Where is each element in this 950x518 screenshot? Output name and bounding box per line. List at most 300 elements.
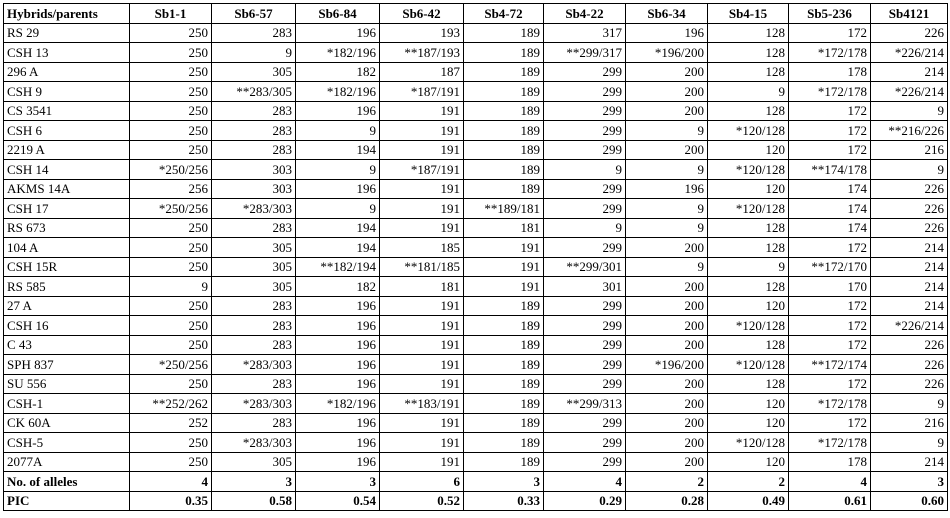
header-marker: Sb4-15: [708, 4, 789, 24]
table-cell: 283: [212, 296, 296, 316]
table-cell: **299/317: [544, 43, 626, 63]
table-cell: 120: [708, 452, 789, 472]
table-row: [4, 140, 948, 160]
table-row: [4, 62, 948, 82]
row-label: 2077A: [4, 452, 130, 472]
table-cell: 196: [296, 433, 380, 453]
table-cell: 2: [626, 472, 708, 492]
table-cell: 191: [464, 277, 544, 297]
summary-row: [4, 472, 948, 492]
header-marker: Sb4-72: [464, 4, 544, 24]
table-cell: 9: [212, 43, 296, 63]
row-label: CSH 13: [4, 43, 130, 63]
table-cell: 128: [708, 101, 789, 121]
row-label: 27 A: [4, 296, 130, 316]
table-cell: 226: [871, 218, 948, 238]
summary-row: [4, 491, 948, 511]
table-cell: 303: [212, 179, 296, 199]
table-cell: 250: [130, 121, 212, 141]
table-cell: 189: [464, 452, 544, 472]
table-row: [4, 335, 948, 355]
table-cell: *226/214: [871, 43, 948, 63]
table-cell: 182: [296, 277, 380, 297]
table-cell: 191: [380, 316, 464, 336]
table-cell: 299: [544, 121, 626, 141]
table-cell: 174: [789, 218, 871, 238]
row-label: PIC: [4, 491, 130, 511]
table-cell: 4: [130, 472, 212, 492]
table-cell: 172: [789, 316, 871, 336]
table-cell: 196: [296, 179, 380, 199]
table-cell: 194: [296, 140, 380, 160]
table-cell: 200: [626, 433, 708, 453]
table-cell: 0.49: [708, 491, 789, 511]
table-cell: *283/303: [212, 433, 296, 453]
table-row: [4, 257, 948, 277]
table-cell: 250: [130, 62, 212, 82]
table-cell: 120: [708, 413, 789, 433]
table-cell: 226: [871, 23, 948, 43]
table-cell: *250/256: [130, 355, 212, 375]
table-cell: 299: [544, 355, 626, 375]
table-cell: 200: [626, 238, 708, 258]
table-cell: 3: [296, 472, 380, 492]
table-cell: 299: [544, 101, 626, 121]
table-cell: *172/178: [789, 394, 871, 414]
table-cell: 250: [130, 335, 212, 355]
row-label: C 43: [4, 335, 130, 355]
table-cell: *120/128: [708, 355, 789, 375]
table-cell: 200: [626, 316, 708, 336]
table-cell: 9: [871, 433, 948, 453]
table-cell: 189: [464, 433, 544, 453]
table-cell: 301: [544, 277, 626, 297]
table-cell: 299: [544, 199, 626, 219]
table-cell: 9: [296, 121, 380, 141]
header-row: [4, 4, 948, 24]
table-row: [4, 121, 948, 141]
table-cell: *172/178: [789, 43, 871, 63]
table-row: [4, 23, 948, 43]
table-cell: 4: [789, 472, 871, 492]
table-cell: 299: [544, 374, 626, 394]
table-cell: 214: [871, 62, 948, 82]
table-cell: 196: [296, 374, 380, 394]
table-cell: 172: [789, 238, 871, 258]
table-cell: 189: [464, 101, 544, 121]
table-row: [4, 160, 948, 180]
table-row: [4, 277, 948, 297]
table-cell: 128: [708, 62, 789, 82]
table-cell: 4: [544, 472, 626, 492]
table-cell: 283: [212, 101, 296, 121]
table-cell: 196: [296, 296, 380, 316]
table-row: [4, 433, 948, 453]
table-cell: 283: [212, 23, 296, 43]
table-cell: 196: [296, 23, 380, 43]
table-cell: 120: [708, 296, 789, 316]
table-cell: 305: [212, 452, 296, 472]
table-cell: 191: [380, 374, 464, 394]
table-cell: 214: [871, 277, 948, 297]
table-cell: 9: [626, 218, 708, 238]
table-cell: 283: [212, 121, 296, 141]
table-cell: 191: [380, 413, 464, 433]
table-cell: 189: [464, 179, 544, 199]
table-cell: *120/128: [708, 160, 789, 180]
table-cell: *283/303: [212, 199, 296, 219]
table-cell: 9: [708, 82, 789, 102]
table-cell: 189: [464, 82, 544, 102]
allele-table: [3, 3, 948, 511]
table-cell: 214: [871, 238, 948, 258]
table-cell: *172/178: [789, 433, 871, 453]
table-cell: 226: [871, 355, 948, 375]
table-cell: 191: [380, 452, 464, 472]
table-cell: 9: [544, 218, 626, 238]
table-cell: 214: [871, 296, 948, 316]
table-cell: **172/174: [789, 355, 871, 375]
table-cell: 200: [626, 394, 708, 414]
table-row: [4, 238, 948, 258]
table-cell: 9: [626, 257, 708, 277]
table-cell: 172: [789, 335, 871, 355]
table-cell: 172: [789, 296, 871, 316]
table-cell: 9: [708, 257, 789, 277]
table-cell: *182/196: [296, 82, 380, 102]
table-cell: 128: [708, 335, 789, 355]
table-cell: 3: [871, 472, 948, 492]
table-cell: 196: [296, 316, 380, 336]
table-cell: *182/196: [296, 394, 380, 414]
table-cell: 214: [871, 452, 948, 472]
table-cell: 299: [544, 296, 626, 316]
table-cell: 250: [130, 433, 212, 453]
table-row: [4, 82, 948, 102]
table-cell: 0.61: [789, 491, 871, 511]
table-cell: 191: [380, 355, 464, 375]
table-cell: 170: [789, 277, 871, 297]
table-cell: *250/256: [130, 160, 212, 180]
row-label: RS 673: [4, 218, 130, 238]
table-cell: 189: [464, 23, 544, 43]
table-cell: 189: [464, 62, 544, 82]
table-cell: 0.33: [464, 491, 544, 511]
table-cell: 2: [708, 472, 789, 492]
row-label: 104 A: [4, 238, 130, 258]
table-cell: *283/303: [212, 394, 296, 414]
table-cell: 226: [871, 199, 948, 219]
table-cell: *120/128: [708, 121, 789, 141]
table-cell: 189: [464, 374, 544, 394]
table-cell: *250/256: [130, 199, 212, 219]
table-cell: **283/305: [212, 82, 296, 102]
table-cell: 200: [626, 82, 708, 102]
table-cell: 196: [626, 23, 708, 43]
table-cell: 196: [296, 101, 380, 121]
row-label: AKMS 14A: [4, 179, 130, 199]
table-cell: *120/128: [708, 316, 789, 336]
table-cell: 299: [544, 316, 626, 336]
table-row: [4, 452, 948, 472]
table-cell: 191: [380, 101, 464, 121]
table-row: [4, 394, 948, 414]
row-label: CSH 16: [4, 316, 130, 336]
row-label: CSH 15R: [4, 257, 130, 277]
table-cell: 0.35: [130, 491, 212, 511]
table-cell: 196: [296, 355, 380, 375]
table-cell: 216: [871, 413, 948, 433]
table-cell: 0.28: [626, 491, 708, 511]
table-cell: 250: [130, 43, 212, 63]
table-cell: 256: [130, 179, 212, 199]
table-cell: 191: [380, 179, 464, 199]
table-cell: *120/128: [708, 433, 789, 453]
row-label: CS 3541: [4, 101, 130, 121]
table-cell: *196/200: [626, 43, 708, 63]
table-cell: 120: [708, 394, 789, 414]
table-cell: 196: [296, 335, 380, 355]
table-cell: 172: [789, 121, 871, 141]
table-row: [4, 374, 948, 394]
table-cell: 128: [708, 218, 789, 238]
table-cell: 200: [626, 296, 708, 316]
row-label: 2219 A: [4, 140, 130, 160]
table-cell: 189: [464, 140, 544, 160]
table-cell: *226/214: [871, 316, 948, 336]
table-cell: 128: [708, 23, 789, 43]
table-row: [4, 199, 948, 219]
table-cell: 283: [212, 335, 296, 355]
header-marker: Sb1-1: [130, 4, 212, 24]
table-row: [4, 179, 948, 199]
table-cell: 250: [130, 238, 212, 258]
table-cell: 9: [626, 121, 708, 141]
table-row: [4, 218, 948, 238]
row-label: No. of alleles: [4, 472, 130, 492]
table-cell: 191: [380, 335, 464, 355]
header-marker: Sb6-57: [212, 4, 296, 24]
table-cell: 250: [130, 374, 212, 394]
table-cell: 200: [626, 374, 708, 394]
table-cell: 120: [708, 140, 789, 160]
table-cell: **187/193: [380, 43, 464, 63]
table-cell: 191: [464, 238, 544, 258]
header-marker: Sb4121: [871, 4, 948, 24]
table-cell: 226: [871, 179, 948, 199]
table-cell: 299: [544, 413, 626, 433]
table-cell: *187/191: [380, 82, 464, 102]
table-cell: 200: [626, 140, 708, 160]
table-cell: 189: [464, 296, 544, 316]
table-cell: 0.52: [380, 491, 464, 511]
table-cell: 214: [871, 257, 948, 277]
table-cell: **181/185: [380, 257, 464, 277]
row-label: CSH 6: [4, 121, 130, 141]
table-cell: 191: [464, 257, 544, 277]
table-cell: *172/178: [789, 82, 871, 102]
row-label: RS 29: [4, 23, 130, 43]
table-cell: *120/128: [708, 199, 789, 219]
table-cell: 189: [464, 160, 544, 180]
table-cell: 299: [544, 62, 626, 82]
table-cell: 283: [212, 218, 296, 238]
header-marker: Sb4-22: [544, 4, 626, 24]
table-cell: 196: [296, 413, 380, 433]
table-cell: 189: [464, 335, 544, 355]
table-cell: 9: [130, 277, 212, 297]
table-cell: 9: [626, 160, 708, 180]
table-cell: 0.54: [296, 491, 380, 511]
table-cell: 181: [464, 218, 544, 238]
table-cell: 299: [544, 452, 626, 472]
row-label: CSH 9: [4, 82, 130, 102]
row-label: 296 A: [4, 62, 130, 82]
table-cell: 226: [871, 374, 948, 394]
table-cell: 191: [380, 296, 464, 316]
table-cell: *187/191: [380, 160, 464, 180]
table-cell: 189: [464, 394, 544, 414]
table-cell: 128: [708, 43, 789, 63]
table-cell: 200: [626, 277, 708, 297]
header-marker: Sb6-84: [296, 4, 380, 24]
table-cell: **183/191: [380, 394, 464, 414]
table-cell: 187: [380, 62, 464, 82]
table-cell: 200: [626, 413, 708, 433]
table-cell: 0.60: [871, 491, 948, 511]
table-cell: 3: [212, 472, 296, 492]
table-cell: 250: [130, 140, 212, 160]
table-row: [4, 355, 948, 375]
table-cell: 200: [626, 101, 708, 121]
table-cell: 250: [130, 101, 212, 121]
table-cell: 172: [789, 101, 871, 121]
row-label: RS 585: [4, 277, 130, 297]
table-cell: 172: [789, 140, 871, 160]
table-cell: 9: [871, 160, 948, 180]
row-label: CSH 14: [4, 160, 130, 180]
table-cell: 317: [544, 23, 626, 43]
table-cell: 250: [130, 257, 212, 277]
table-cell: 3: [464, 472, 544, 492]
table-cell: *182/196: [296, 43, 380, 63]
header-hybrids-parents: Hybrids/parents: [4, 4, 130, 24]
row-label: SPH 837: [4, 355, 130, 375]
table-row: [4, 413, 948, 433]
table-cell: 250: [130, 316, 212, 336]
table-cell: 172: [789, 374, 871, 394]
table-cell: 128: [708, 374, 789, 394]
table-cell: **189/181: [464, 199, 544, 219]
table-cell: 196: [626, 179, 708, 199]
table-cell: 172: [789, 413, 871, 433]
table-cell: 303: [212, 160, 296, 180]
table-cell: 172: [789, 23, 871, 43]
table-cell: **252/262: [130, 394, 212, 414]
table-cell: 305: [212, 257, 296, 277]
table-cell: 9: [296, 160, 380, 180]
row-label: CSH-1: [4, 394, 130, 414]
table-cell: 191: [380, 433, 464, 453]
table-cell: 9: [544, 160, 626, 180]
table-cell: 200: [626, 335, 708, 355]
table-cell: 305: [212, 277, 296, 297]
table-cell: 194: [296, 218, 380, 238]
table-cell: 283: [212, 316, 296, 336]
table-cell: 9: [871, 101, 948, 121]
table-cell: 191: [380, 199, 464, 219]
table-cell: 299: [544, 433, 626, 453]
table-cell: 200: [626, 62, 708, 82]
table-row: [4, 316, 948, 336]
table-cell: **299/301: [544, 257, 626, 277]
table-cell: 128: [708, 277, 789, 297]
row-label: CSH 17: [4, 199, 130, 219]
table-cell: 250: [130, 82, 212, 102]
table-cell: 191: [380, 121, 464, 141]
table-cell: 283: [212, 374, 296, 394]
table-cell: 250: [130, 452, 212, 472]
table-cell: **299/313: [544, 394, 626, 414]
table-cell: 178: [789, 62, 871, 82]
table-cell: 226: [871, 335, 948, 355]
table-cell: 196: [296, 452, 380, 472]
table-cell: 283: [212, 140, 296, 160]
table-cell: *196/200: [626, 355, 708, 375]
table-cell: 178: [789, 452, 871, 472]
table-row: [4, 296, 948, 316]
table-cell: 174: [789, 179, 871, 199]
table-cell: 6: [380, 472, 464, 492]
table-cell: 200: [626, 452, 708, 472]
table-cell: 299: [544, 238, 626, 258]
table-cell: 250: [130, 218, 212, 238]
table-cell: 216: [871, 140, 948, 160]
table-cell: 120: [708, 179, 789, 199]
table-cell: 189: [464, 121, 544, 141]
table-cell: 189: [464, 413, 544, 433]
table-cell: 250: [130, 296, 212, 316]
table-cell: 128: [708, 238, 789, 258]
header-marker: Sb5-236: [789, 4, 871, 24]
table-cell: **182/194: [296, 257, 380, 277]
header-marker: Sb6-42: [380, 4, 464, 24]
header-marker: Sb6-34: [626, 4, 708, 24]
table-cell: 193: [380, 23, 464, 43]
table-cell: 299: [544, 82, 626, 102]
table-cell: 250: [130, 23, 212, 43]
table-cell: 174: [789, 199, 871, 219]
row-label: CSH-5: [4, 433, 130, 453]
table-cell: 189: [464, 43, 544, 63]
table-cell: 191: [380, 218, 464, 238]
table-cell: **172/170: [789, 257, 871, 277]
table-cell: 185: [380, 238, 464, 258]
table-cell: *226/214: [871, 82, 948, 102]
table-cell: 189: [464, 316, 544, 336]
table-cell: 0.58: [212, 491, 296, 511]
table-cell: 305: [212, 238, 296, 258]
table-cell: 252: [130, 413, 212, 433]
table-row: [4, 101, 948, 121]
table-cell: 9: [296, 199, 380, 219]
table-cell: **174/178: [789, 160, 871, 180]
table-cell: 194: [296, 238, 380, 258]
table-cell: 299: [544, 179, 626, 199]
table-cell: 299: [544, 335, 626, 355]
table-cell: 283: [212, 413, 296, 433]
table-cell: 182: [296, 62, 380, 82]
